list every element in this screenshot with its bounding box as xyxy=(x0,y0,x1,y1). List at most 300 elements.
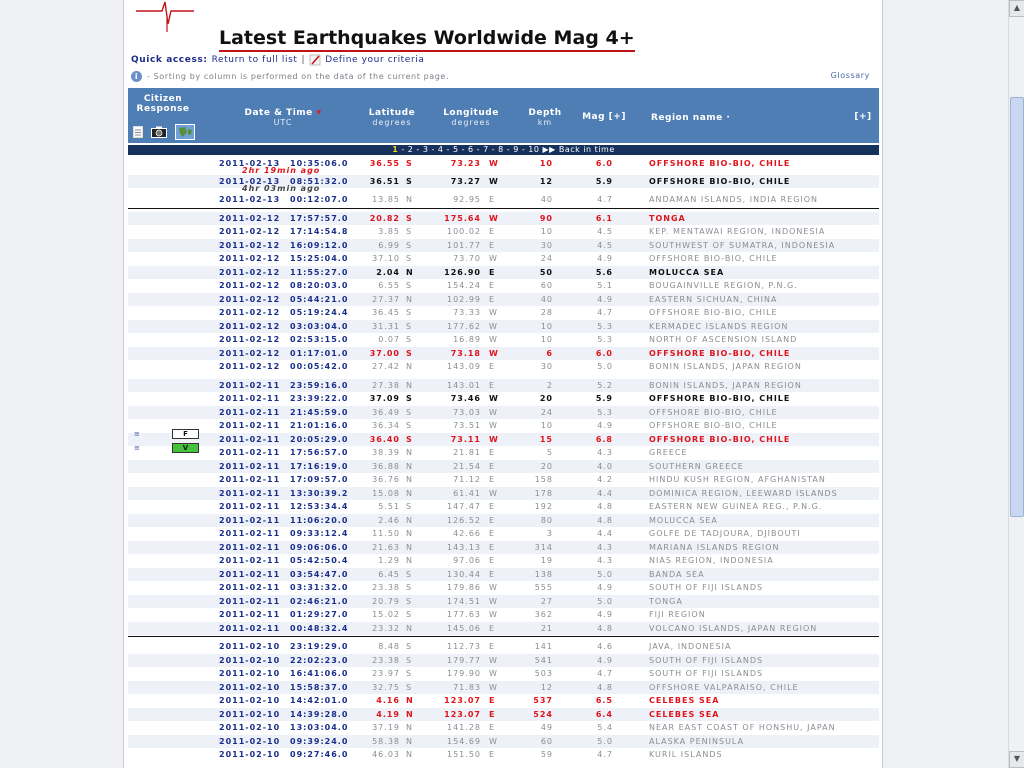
latitude-hemisphere: S xyxy=(406,610,413,619)
table-row[interactable] xyxy=(128,406,879,419)
longitude-hemisphere: W xyxy=(489,348,499,358)
scroll-down-arrow-icon[interactable]: ▼ xyxy=(1009,751,1024,768)
table-row[interactable] xyxy=(128,379,879,392)
latitude-hemisphere: S xyxy=(406,669,413,678)
longitude-hemisphere: E xyxy=(489,227,496,236)
event-date-link[interactable]: 2011-02-11 xyxy=(219,529,281,538)
table-row[interactable] xyxy=(128,347,879,360)
latitude-hemisphere: S xyxy=(406,254,413,263)
longitude-hemisphere: W xyxy=(489,655,498,665)
table-row[interactable] xyxy=(128,654,879,667)
longitude-hemisphere: E xyxy=(489,623,496,633)
latitude-value: 5.51 xyxy=(378,502,400,511)
event-time-link[interactable]: 16:41:06.0 xyxy=(290,669,349,678)
event-time-link[interactable]: 17:09:57.0 xyxy=(290,475,349,484)
event-date-link[interactable]: 2011-02-10 xyxy=(219,655,281,665)
longitude-hemisphere: E xyxy=(489,542,496,552)
magnitude-value: 6.0 xyxy=(595,159,613,168)
event-date-link[interactable]: 2011-02-10 xyxy=(219,696,281,705)
verified-flag-button[interactable]: V xyxy=(172,443,199,453)
datetime-sublabel: UTC xyxy=(273,118,293,127)
glossary-link[interactable]: Glossary xyxy=(830,71,870,80)
event-time-link[interactable]: 17:57:57.0 xyxy=(290,213,349,223)
region-name: SOUTHERN GREECE xyxy=(649,461,744,471)
latitude-value: 2.04 xyxy=(376,267,400,277)
longitude-value: 126.90 xyxy=(444,267,481,277)
event-time-link[interactable]: 09:39:24.0 xyxy=(290,736,349,746)
table-row[interactable] xyxy=(128,473,879,486)
region-name: OFFSHORE VALPARAISO, CHILE xyxy=(649,682,799,692)
felt-flag-button[interactable]: F xyxy=(172,429,199,439)
magnitude-value: 4.8 xyxy=(597,515,613,525)
magnitude-value: 5.0 xyxy=(597,362,613,371)
table-row[interactable] xyxy=(128,568,879,581)
table-row[interactable] xyxy=(128,748,879,761)
magnitude-value: 5.3 xyxy=(597,407,613,417)
magnitude-value: 5.0 xyxy=(597,596,613,606)
table-row[interactable] xyxy=(128,681,879,694)
longitude-value: 141.28 xyxy=(447,723,481,732)
event-time-link[interactable]: 08:51:32.0 xyxy=(290,177,349,186)
depth-header[interactable] xyxy=(520,108,570,128)
region-name: OFFSHORE BIO-BIO, CHILE xyxy=(649,421,778,430)
longitude-value: 16.89 xyxy=(453,335,481,344)
scroll-up-arrow-icon[interactable]: ▲ xyxy=(1009,0,1024,17)
latitude-hemisphere: S xyxy=(406,407,413,417)
longitude-value: 73.23 xyxy=(450,159,481,168)
longitude-value: 92.95 xyxy=(453,195,481,204)
table-row[interactable] xyxy=(128,175,879,188)
depth-value: 141 xyxy=(534,642,553,651)
event-date-link[interactable]: 2011-02-11 xyxy=(219,610,281,619)
longitude-hemisphere: E xyxy=(489,294,496,304)
region-name: CELEBES SEA xyxy=(649,696,720,705)
day-divider xyxy=(128,636,879,637)
latitude-header[interactable] xyxy=(360,108,424,128)
longitude-value: 143.01 xyxy=(447,380,481,390)
latitude-hemisphere: N xyxy=(406,736,413,746)
quick-access-bar xyxy=(131,54,424,66)
latitude-hemisphere: S xyxy=(406,655,413,665)
latitude-value: 15.02 xyxy=(372,610,400,619)
longitude-hemisphere: W xyxy=(489,394,499,403)
region-name: SOUTHWEST OF SUMATRA, INDONESIA xyxy=(649,240,836,250)
event-date-link[interactable]: 2011-02-11 xyxy=(219,421,281,430)
expand-columns-button[interactable]: [+] xyxy=(854,112,872,122)
table-row[interactable] xyxy=(128,212,879,225)
pencil-icon xyxy=(309,54,321,66)
event-time-link[interactable]: 14:39:28.0 xyxy=(290,709,349,719)
depth-value: 541 xyxy=(534,655,553,665)
event-date-link[interactable]: 2011-02-11 xyxy=(219,569,281,579)
table-row[interactable] xyxy=(128,667,879,680)
latitude-hemisphere: S xyxy=(406,177,413,186)
event-date-link[interactable]: 2011-02-10 xyxy=(219,709,281,719)
magnitude-value: 4.8 xyxy=(597,682,613,692)
latitude-value: 37.10 xyxy=(372,254,400,263)
depth-value: 10 xyxy=(540,335,553,344)
quick-access-label: Quick access: xyxy=(131,55,208,65)
magnitude-value: 4.0 xyxy=(597,461,613,471)
longitude-value: 73.11 xyxy=(450,434,481,444)
region-name: KURIL ISLANDS xyxy=(649,750,723,759)
table-row[interactable] xyxy=(128,279,879,292)
event-date-link[interactable]: 2011-02-11 xyxy=(219,542,281,552)
testimony-icon[interactable]: ≡ xyxy=(134,443,140,452)
event-date-link[interactable]: 2011-02-13 xyxy=(219,159,281,168)
table-row[interactable] xyxy=(128,333,879,346)
latitude-value: 6.55 xyxy=(378,281,400,290)
event-date-link[interactable]: 2011-02-11 xyxy=(219,394,281,403)
event-date-link[interactable]: 2011-02-12 xyxy=(219,294,281,304)
latitude-hemisphere: S xyxy=(406,159,413,168)
event-date-link[interactable]: 2011-02-12 xyxy=(219,227,281,236)
camera-icon[interactable] xyxy=(151,126,167,138)
latitude-hemisphere: N xyxy=(406,529,413,538)
event-date-link[interactable]: 2011-02-12 xyxy=(219,308,281,317)
datetime-header[interactable] xyxy=(228,108,338,128)
event-date-link[interactable]: 2011-02-11 xyxy=(219,407,281,417)
depth-value: 5 xyxy=(546,448,553,457)
longitude-value: 143.13 xyxy=(447,542,481,552)
event-date-link[interactable]: 2011-02-11 xyxy=(219,488,281,498)
magnitude-value: 5.0 xyxy=(597,569,613,579)
latitude-value: 3.85 xyxy=(378,227,400,236)
return-to-full-list-link[interactable]: Return to full list xyxy=(211,55,298,65)
longitude-value: 61.41 xyxy=(453,488,481,498)
latitude-hemisphere: N xyxy=(406,461,413,471)
table-row[interactable] xyxy=(128,419,879,432)
depth-value: 503 xyxy=(534,669,553,678)
latitude-value: 8.48 xyxy=(378,642,400,651)
depth-value: 3 xyxy=(546,529,553,538)
event-time-link[interactable]: 16:09:12.0 xyxy=(290,240,349,250)
latitude-hemisphere: S xyxy=(406,682,413,692)
depth-value: 40 xyxy=(540,195,553,204)
longitude-value: 73.27 xyxy=(450,177,481,186)
event-time-link[interactable]: 02:53:15.0 xyxy=(290,335,349,344)
longitude-value: 21.81 xyxy=(453,448,481,457)
latitude-value: 15.08 xyxy=(372,488,400,498)
table-row[interactable] xyxy=(128,157,879,170)
table-row[interactable] xyxy=(128,433,879,446)
latitude-value: 36.76 xyxy=(372,475,400,484)
depth-value: 30 xyxy=(540,240,553,250)
event-date-link[interactable]: 2011-02-12 xyxy=(219,362,281,371)
region-name: BANDA SEA xyxy=(649,569,705,579)
back-in-time-link[interactable]: ▶▶ Back in time xyxy=(542,145,615,154)
event-time-link[interactable]: 01:29:27.0 xyxy=(290,610,349,619)
event-date-link[interactable]: 2011-02-11 xyxy=(219,515,281,525)
depth-value: 27 xyxy=(540,596,553,606)
table-row[interactable] xyxy=(128,721,879,734)
latitude-value: 31.31 xyxy=(372,321,400,331)
event-date-link[interactable]: 2011-02-11 xyxy=(219,380,281,390)
magnitude-value: 5.4 xyxy=(597,723,613,732)
table-row[interactable] xyxy=(128,193,879,206)
pagination-bar xyxy=(128,145,879,155)
event-date-link[interactable]: 2011-02-12 xyxy=(219,240,281,250)
latitude-hemisphere: S xyxy=(406,434,413,444)
event-time-link[interactable]: 17:14:54.8 xyxy=(290,227,349,236)
latitude-hemisphere: S xyxy=(406,335,413,344)
longitude-hemisphere: E xyxy=(489,475,496,484)
event-time-link[interactable]: 03:54:47.0 xyxy=(290,569,349,579)
document-icon[interactable] xyxy=(133,126,143,138)
latitude-value: 37.00 xyxy=(369,348,400,358)
table-row[interactable] xyxy=(128,622,879,635)
magnitude-value: 5.2 xyxy=(597,380,613,390)
event-time-link[interactable]: 03:03:04.0 xyxy=(290,321,349,331)
event-date-link[interactable]: 2011-02-12 xyxy=(219,267,281,277)
region-name: VOLCANO ISLANDS, JAPAN REGION xyxy=(649,623,818,633)
event-date-link[interactable]: 2011-02-11 xyxy=(219,502,281,511)
event-time-link[interactable]: 22:02:23.0 xyxy=(290,655,349,665)
table-row[interactable] xyxy=(128,446,879,459)
event-date-link[interactable]: 2011-02-13 xyxy=(219,195,281,204)
depth-value: 2 xyxy=(546,380,553,390)
latitude-hemisphere: S xyxy=(406,308,413,317)
longitude-hemisphere: W xyxy=(489,254,498,263)
longitude-value: 73.03 xyxy=(453,407,481,417)
latitude-value: 36.34 xyxy=(372,421,400,430)
event-time-link[interactable]: 21:01:16.0 xyxy=(290,421,349,430)
vertical-scrollbar[interactable] xyxy=(1008,0,1024,768)
latitude-hemisphere: N xyxy=(406,488,413,498)
table-row[interactable] xyxy=(128,581,879,594)
table-row[interactable] xyxy=(128,239,879,252)
event-time-link[interactable]: 01:17:01.0 xyxy=(290,348,349,358)
longitude-value: 71.83 xyxy=(453,682,481,692)
event-date-link[interactable]: 2011-02-10 xyxy=(219,682,281,692)
table-row[interactable] xyxy=(128,266,879,279)
latitude-hemisphere: S xyxy=(406,321,413,331)
latitude-value: 23.38 xyxy=(372,655,400,665)
event-time-link[interactable]: 09:33:12.4 xyxy=(290,529,349,538)
longitude-hemisphere: W xyxy=(489,488,498,498)
event-time-link[interactable]: 11:55:27.0 xyxy=(290,267,349,277)
event-time-link[interactable]: 03:31:32.0 xyxy=(290,583,349,592)
longitude-hemisphere: W xyxy=(489,434,499,444)
event-time-link[interactable]: 12:53:34.4 xyxy=(290,502,349,511)
longitude-value: 130.44 xyxy=(447,569,481,579)
event-time-link[interactable]: 00:05:42.0 xyxy=(290,362,349,371)
latitude-hemisphere: S xyxy=(406,281,413,290)
event-time-link[interactable]: 09:06:06.0 xyxy=(290,542,349,552)
magnitude-value: 5.6 xyxy=(595,267,613,277)
event-time-link[interactable]: 02:46:21.0 xyxy=(290,596,349,606)
longitude-value: 101.77 xyxy=(447,240,481,250)
depth-value: 12 xyxy=(539,177,553,186)
datetime-label: Date & Time xyxy=(244,108,313,118)
region-name: KERMADEC ISLANDS REGION xyxy=(649,321,789,331)
event-time-link[interactable]: 05:42:50.4 xyxy=(290,556,349,565)
region-name: NIAS REGION, INDONESIA xyxy=(649,556,774,565)
longitude-value: 42.66 xyxy=(453,529,481,538)
event-time-link[interactable]: 17:16:19.0 xyxy=(290,461,349,471)
depth-value: 178 xyxy=(534,488,553,498)
longitude-label: Longitude xyxy=(443,108,499,118)
event-date-link[interactable]: 2011-02-10 xyxy=(219,723,281,732)
table-row[interactable] xyxy=(128,608,879,621)
longitude-header[interactable] xyxy=(436,108,506,128)
latitude-value: 37.19 xyxy=(372,723,400,732)
event-date-link[interactable]: 2011-02-11 xyxy=(219,623,281,633)
table-row[interactable] xyxy=(128,306,879,319)
table-row[interactable] xyxy=(128,595,879,608)
latitude-value: 23.97 xyxy=(372,669,400,678)
latitude-value: 23.32 xyxy=(372,623,400,633)
latitude-hemisphere: S xyxy=(406,583,413,592)
magnitude-value: 4.3 xyxy=(597,448,613,457)
latitude-value: 32.75 xyxy=(372,682,400,692)
event-date-link[interactable]: 2011-02-11 xyxy=(219,596,281,606)
table-row[interactable] xyxy=(128,640,879,653)
event-time-link[interactable]: 09:27:46.0 xyxy=(290,750,349,759)
event-date-link[interactable]: 2011-02-11 xyxy=(219,475,281,484)
region-name: TONGA xyxy=(649,596,683,606)
event-date-link[interactable]: 2011-02-12 xyxy=(219,254,281,263)
latitude-hemisphere: S xyxy=(406,502,413,511)
event-time-link[interactable]: 13:03:04.0 xyxy=(290,723,349,732)
latitude-hemisphere: N xyxy=(406,195,413,204)
info-icon: i xyxy=(131,71,142,82)
longitude-hemisphere: W xyxy=(489,736,498,746)
latitude-hemisphere: N xyxy=(406,723,413,732)
longitude-value: 73.46 xyxy=(450,394,481,403)
scrollbar-thumb[interactable] xyxy=(1010,97,1024,517)
depth-value: 524 xyxy=(533,709,553,719)
event-date-link[interactable]: 2011-02-12 xyxy=(219,321,281,331)
table-row[interactable] xyxy=(128,527,879,540)
table-row[interactable] xyxy=(128,320,879,333)
longitude-value: 174.51 xyxy=(447,596,481,606)
table-row[interactable] xyxy=(128,541,879,554)
longitude-hemisphere: W xyxy=(489,213,499,223)
magnitude-value: 6.1 xyxy=(595,213,613,223)
magnitude-value: 4.5 xyxy=(597,227,613,236)
table-row[interactable] xyxy=(128,252,879,265)
latitude-value: 27.42 xyxy=(372,362,400,371)
table-row[interactable] xyxy=(128,694,879,707)
event-time-link[interactable]: 21:45:59.0 xyxy=(290,407,349,417)
event-time-link[interactable]: 10:35:06.0 xyxy=(290,159,349,168)
longitude-hemisphere: E xyxy=(489,529,496,538)
depth-value: 10 xyxy=(540,421,553,430)
region-header[interactable] xyxy=(651,113,730,123)
event-time-link[interactable]: 23:39:22.0 xyxy=(290,394,349,403)
event-time-link[interactable]: 15:58:37.0 xyxy=(290,682,349,692)
event-time-link[interactable]: 00:48:32.4 xyxy=(290,623,349,633)
event-date-link[interactable]: 2011-02-11 xyxy=(219,448,281,457)
longitude-hemisphere: W xyxy=(489,596,498,606)
event-time-link[interactable]: 17:56:57.0 xyxy=(290,448,349,457)
event-time-link[interactable]: 15:25:04.0 xyxy=(290,254,349,263)
event-date-link[interactable]: 2011-02-10 xyxy=(219,669,281,678)
latitude-value: 2.46 xyxy=(378,515,400,525)
citizen-response-header xyxy=(130,94,196,114)
page-container xyxy=(123,0,883,768)
latitude-value: 36.51 xyxy=(369,177,400,186)
latitude-value: 58.38 xyxy=(372,736,400,746)
depth-value: 19 xyxy=(540,556,553,565)
region-name: FIJI REGION xyxy=(649,610,706,619)
event-date-link[interactable]: 2011-02-11 xyxy=(219,434,281,444)
table-row[interactable] xyxy=(128,708,879,721)
region-name: BONIN ISLANDS, JAPAN REGION xyxy=(649,362,802,371)
event-date-link[interactable]: 2011-02-13 xyxy=(219,177,281,186)
region-label: Region name xyxy=(651,113,723,123)
table-row[interactable] xyxy=(128,225,879,238)
table-row[interactable] xyxy=(128,487,879,500)
longitude-value: 145.06 xyxy=(447,623,481,633)
event-date-link[interactable]: 2011-02-11 xyxy=(219,583,281,592)
table-row[interactable] xyxy=(128,735,879,748)
event-time-link[interactable]: 05:44:21.0 xyxy=(290,294,349,304)
latitude-hemisphere: N xyxy=(406,750,413,759)
map-icon[interactable] xyxy=(175,124,195,140)
table-row[interactable] xyxy=(128,460,879,473)
event-date-link[interactable]: 2011-02-12 xyxy=(219,335,281,344)
event-time-link[interactable]: 14:42:01.0 xyxy=(290,696,349,705)
table-row[interactable] xyxy=(128,360,879,373)
event-date-link[interactable]: 2011-02-12 xyxy=(219,281,281,290)
depth-value: 59 xyxy=(540,750,553,759)
event-time-link[interactable]: 00:12:07.0 xyxy=(290,195,349,204)
table-row[interactable] xyxy=(128,293,879,306)
pager-pages[interactable]: - 2 - 3 - 4 - 5 - 6 - 7 - 8 - 9 - 10 xyxy=(401,145,540,154)
table-row[interactable] xyxy=(128,514,879,527)
define-criteria-link[interactable]: Define your criteria xyxy=(325,55,425,65)
depth-value: 15 xyxy=(539,434,553,444)
event-date-link[interactable]: 2011-02-12 xyxy=(219,213,281,223)
longitude-value: 154.24 xyxy=(447,281,481,290)
event-date-link[interactable]: 2011-02-10 xyxy=(219,642,281,651)
table-row[interactable] xyxy=(128,392,879,405)
event-date-link[interactable]: 2011-02-11 xyxy=(219,556,281,565)
event-date-link[interactable]: 2011-02-10 xyxy=(219,736,281,746)
latitude-hemisphere: N xyxy=(406,362,413,371)
event-time-link[interactable]: 11:06:20.0 xyxy=(290,515,349,525)
event-time-link[interactable]: 13:30:39.2 xyxy=(290,488,349,498)
magnitude-value: 4.8 xyxy=(597,623,613,633)
region-name: OFFSHORE BIO-BIO, CHILE xyxy=(649,407,778,417)
event-date-link[interactable]: 2011-02-12 xyxy=(219,348,281,358)
day-divider xyxy=(128,208,879,209)
event-date-link[interactable]: 2011-02-11 xyxy=(219,461,281,471)
event-time-link[interactable]: 23:19:29.0 xyxy=(290,642,349,651)
table-row[interactable] xyxy=(128,554,879,567)
felt-report-icon[interactable]: ≡ xyxy=(134,429,140,438)
pager-current-page[interactable]: 1 xyxy=(392,145,399,154)
longitude-hemisphere: E xyxy=(489,556,496,565)
event-time-link[interactable]: 20:05:29.0 xyxy=(290,434,349,444)
region-name: EASTERN SICHUAN, CHINA xyxy=(649,294,778,304)
region-name: CELEBES SEA xyxy=(649,709,720,719)
magnitude-value: 4.9 xyxy=(597,583,613,592)
event-time-link[interactable]: 05:19:24.4 xyxy=(290,308,349,317)
magnitude-value: 5.9 xyxy=(595,177,613,186)
region-name: OFFSHORE BIO-BIO, CHILE xyxy=(649,177,791,186)
longitude-value: 73.33 xyxy=(453,308,481,317)
table-row[interactable] xyxy=(128,500,879,513)
event-time-link[interactable]: 08:20:03.0 xyxy=(290,281,349,290)
longitude-hemisphere: E xyxy=(489,240,496,250)
longitude-value: 154.69 xyxy=(447,736,481,746)
event-date-link[interactable]: 2011-02-10 xyxy=(219,750,281,759)
mag-header[interactable]: Mag [+] xyxy=(582,112,626,122)
event-time-link[interactable]: 23:59:16.0 xyxy=(290,380,349,390)
